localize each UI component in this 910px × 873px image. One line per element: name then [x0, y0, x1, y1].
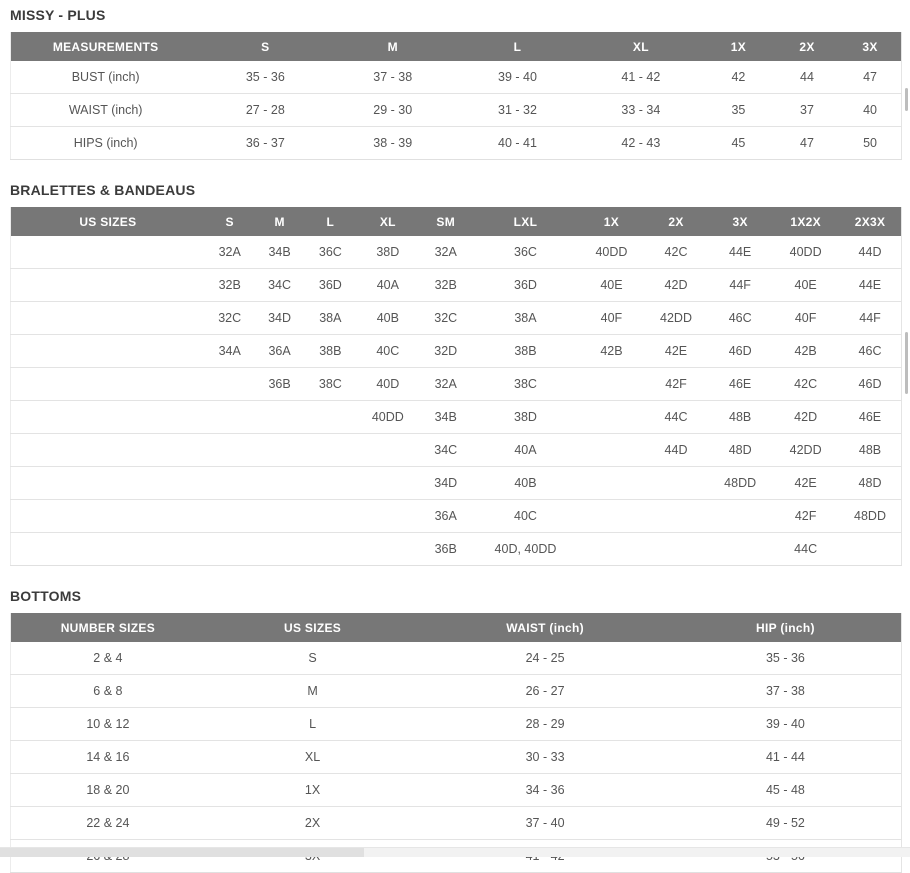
table-cell: BUST (inch)	[71, 70, 140, 84]
table-cell: 29 - 30	[330, 94, 455, 127]
vertical-scrollbar-thumb[interactable]	[905, 332, 908, 394]
table-cell: 46C	[708, 302, 772, 335]
column-header: NUMBER SIZES	[11, 613, 205, 642]
table-cell: 37 - 38	[373, 70, 413, 84]
table-cell: 42F	[644, 368, 708, 401]
table-cell: 40DD	[595, 245, 628, 259]
table-cell: 32C	[419, 302, 472, 335]
table-cell: 38C	[305, 368, 357, 401]
table-cell	[579, 401, 644, 434]
table-cell	[356, 500, 419, 533]
table-cell: 44D	[858, 245, 882, 259]
table-cell: 42C	[664, 245, 688, 259]
table-cell: 40F	[772, 302, 839, 335]
table-cell: S	[308, 651, 317, 665]
table-cell: 48D	[708, 434, 772, 467]
column-header: XL	[580, 32, 702, 61]
table-cell: 40DD	[789, 245, 822, 259]
table-cell: 39 - 40	[670, 708, 902, 741]
table-cell: 38A	[472, 302, 579, 335]
table-cell: 34B	[419, 401, 472, 434]
table-cell	[644, 533, 708, 566]
table-cell: 34C	[255, 269, 305, 302]
table-cell	[205, 401, 255, 434]
table-cell	[255, 500, 305, 533]
column-header: MEASUREMENTS	[11, 32, 201, 61]
table-cell: 40A	[356, 269, 419, 302]
table-cell: 44C	[644, 401, 708, 434]
table-cell: 34B	[268, 245, 291, 259]
table-cell	[205, 533, 255, 566]
table-cell	[11, 302, 205, 335]
table-cell: 42C	[772, 368, 839, 401]
table-cell: 48B	[708, 401, 772, 434]
table-cell: L	[205, 708, 421, 741]
table-cell: 46C	[839, 335, 901, 368]
table-cell	[579, 467, 644, 500]
table-cell	[11, 269, 205, 302]
table-row	[11, 708, 902, 741]
table-cell: 40	[839, 94, 901, 127]
table-cell: 47	[863, 70, 877, 84]
table-cell	[305, 533, 357, 566]
table-cell: 36C	[514, 245, 537, 259]
table-cell: 42B	[772, 335, 839, 368]
table-row	[11, 675, 902, 708]
table-cell: 42DD	[772, 434, 839, 467]
table-cell: 35 - 36	[245, 70, 285, 84]
table-cell: 50	[839, 127, 901, 160]
vertical-scrollbar-thumb[interactable]	[905, 88, 908, 111]
table-row	[11, 467, 902, 500]
table-cell: 40B	[472, 467, 579, 500]
table-cell: 22 & 24	[11, 807, 205, 840]
table-cell: 38D	[376, 245, 400, 259]
table-cell	[255, 434, 305, 467]
table-cell	[11, 533, 205, 566]
column-header: US SIZES	[205, 613, 421, 642]
size-table-bottoms	[10, 613, 902, 873]
table-row	[11, 807, 902, 840]
column-header: M	[255, 207, 305, 236]
size-table-missy-plus	[10, 32, 902, 160]
table-cell	[11, 236, 205, 269]
table-cell	[255, 533, 305, 566]
table-cell: 48DD	[839, 500, 901, 533]
table-cell	[205, 368, 255, 401]
table-cell: 24 - 25	[525, 651, 565, 665]
table-cell: 34C	[419, 434, 472, 467]
table-cell: WAIST (inch)	[11, 94, 201, 127]
table-row	[11, 127, 902, 160]
table-cell: 42D	[644, 269, 708, 302]
column-header: L	[455, 32, 580, 61]
table-row	[11, 302, 902, 335]
table-cell: 44F	[708, 269, 772, 302]
table-cell: 40D	[356, 368, 419, 401]
table-cell: 40E	[772, 269, 839, 302]
table-cell: 42F	[772, 500, 839, 533]
table-cell: 41 - 42	[621, 70, 661, 84]
table-row	[11, 642, 902, 675]
table-cell	[708, 500, 772, 533]
table-cell	[305, 434, 357, 467]
table-cell: 42E	[772, 467, 839, 500]
size-chart-section-bralettes-bandeaus	[10, 182, 902, 566]
table-cell: 40C	[472, 500, 579, 533]
column-header: 1X	[702, 32, 775, 61]
column-header: 2X	[775, 32, 839, 61]
table-row	[11, 434, 902, 467]
table-cell: 36A	[419, 500, 472, 533]
table-cell	[305, 500, 357, 533]
table-cell	[205, 500, 255, 533]
table-cell: 49 - 52	[670, 807, 902, 840]
table-cell: 37	[775, 94, 839, 127]
table-cell	[708, 533, 772, 566]
table-cell: 42D	[772, 401, 839, 434]
column-header: S	[205, 207, 255, 236]
table-cell: 2 & 4	[93, 651, 123, 665]
table-row	[11, 401, 902, 434]
table-cell: 38A	[305, 302, 357, 335]
section-title: BRALETTES & BANDEAUS	[10, 182, 196, 198]
table-cell: 47	[775, 127, 839, 160]
table-cell: 42E	[644, 335, 708, 368]
table-cell: 14 & 16	[11, 741, 205, 774]
table-cell: 42DD	[644, 302, 708, 335]
table-cell: 36D	[305, 269, 357, 302]
column-header: 3X	[839, 32, 901, 61]
table-row	[11, 94, 902, 127]
column-header: 2X3X	[839, 207, 901, 236]
table-row	[11, 269, 902, 302]
table-cell: 40B	[356, 302, 419, 335]
table-cell	[579, 533, 644, 566]
table-cell: 46E	[708, 368, 772, 401]
table-cell: 32A	[218, 245, 241, 259]
table-cell	[579, 368, 644, 401]
table-cell: 42 - 43	[580, 127, 702, 160]
table-cell: XL	[205, 741, 421, 774]
section-title: MISSY - PLUS	[10, 7, 106, 23]
table-cell	[255, 401, 305, 434]
header-row	[11, 613, 902, 642]
table-cell: 42B	[579, 335, 644, 368]
table-cell: 46D	[708, 335, 772, 368]
table-row	[11, 741, 902, 774]
table-cell: 34D	[255, 302, 305, 335]
column-header: 2X	[644, 207, 708, 236]
table-cell: 48D	[839, 467, 901, 500]
table-cell: 27 - 28	[200, 94, 330, 127]
table-cell: 40C	[356, 335, 419, 368]
table-cell: 30 - 33	[420, 741, 669, 774]
table-cell	[11, 401, 205, 434]
table-cell: 36 - 37	[200, 127, 330, 160]
column-header: US SIZES	[11, 207, 205, 236]
table-cell: 44	[800, 70, 814, 84]
table-row	[11, 774, 902, 807]
table-cell: 40D, 40DD	[472, 533, 579, 566]
table-cell: 28 - 29	[420, 708, 669, 741]
table-cell	[356, 434, 419, 467]
table-cell: 32D	[419, 335, 472, 368]
table-cell: M	[205, 675, 421, 708]
table-row	[11, 368, 902, 401]
table-cell: 31 - 32	[455, 94, 580, 127]
table-cell: 35	[702, 94, 775, 127]
table-cell: 37 - 40	[420, 807, 669, 840]
table-cell: 48B	[839, 434, 901, 467]
table-row	[11, 335, 902, 368]
table-cell	[255, 467, 305, 500]
table-cell: 36C	[318, 245, 342, 259]
horizontal-scrollbar[interactable]	[0, 847, 910, 857]
table-cell	[839, 533, 901, 566]
table-cell	[11, 368, 205, 401]
table-row	[11, 61, 902, 94]
table-cell: 38C	[472, 368, 579, 401]
table-cell: 32A	[419, 368, 472, 401]
table-cell: 34 - 36	[420, 774, 669, 807]
column-header: M	[330, 32, 455, 61]
table-cell	[356, 467, 419, 500]
table-cell: 40F	[579, 302, 644, 335]
table-cell	[11, 434, 205, 467]
table-cell: 36D	[472, 269, 579, 302]
table-cell	[11, 335, 205, 368]
horizontal-scrollbar-thumb[interactable]	[0, 848, 364, 857]
size-table-bralettes-bandeaus	[10, 207, 902, 566]
column-header: L	[305, 207, 357, 236]
table-cell: 2X	[205, 807, 421, 840]
table-cell: 37 - 38	[670, 675, 902, 708]
table-cell: 33 - 34	[580, 94, 702, 127]
table-cell: 40 - 41	[455, 127, 580, 160]
table-cell	[11, 467, 205, 500]
column-header: WAIST (inch)	[420, 613, 669, 642]
table-cell: 10 & 12	[11, 708, 205, 741]
table-row	[11, 236, 902, 269]
table-cell: 45 - 48	[670, 774, 902, 807]
table-cell: 1X	[205, 774, 421, 807]
table-cell	[205, 434, 255, 467]
table-row	[11, 533, 902, 566]
table-cell: 38 - 39	[330, 127, 455, 160]
table-cell: 34A	[205, 335, 255, 368]
table-cell: 44C	[772, 533, 839, 566]
table-cell: 45	[702, 127, 775, 160]
column-header: SM	[419, 207, 472, 236]
table-row	[11, 500, 902, 533]
table-cell: 44E	[729, 245, 752, 259]
table-cell: 41 - 44	[670, 741, 902, 774]
table-cell: 48DD	[708, 467, 772, 500]
table-cell: 38B	[305, 335, 357, 368]
table-cell: 36B	[255, 368, 305, 401]
table-cell	[11, 500, 205, 533]
table-cell: 36A	[255, 335, 305, 368]
table-cell: 40DD	[356, 401, 419, 434]
table-cell	[205, 467, 255, 500]
table-cell	[356, 533, 419, 566]
table-cell	[579, 500, 644, 533]
table-cell	[644, 500, 708, 533]
size-chart-sections	[10, 7, 902, 873]
table-cell: 40E	[579, 269, 644, 302]
table-cell: 44F	[839, 302, 901, 335]
column-header: 3X	[708, 207, 772, 236]
column-header: XL	[356, 207, 419, 236]
header-row	[11, 207, 902, 236]
table-cell: 36B	[419, 533, 472, 566]
size-chart-section-missy-plus	[10, 7, 902, 160]
table-cell: 38B	[472, 335, 579, 368]
table-cell	[305, 467, 357, 500]
table-cell: 46E	[839, 401, 901, 434]
size-chart-section-bottoms	[10, 588, 902, 873]
table-cell	[305, 401, 357, 434]
table-cell: 6 & 8	[11, 675, 205, 708]
table-cell: 39 - 40	[498, 70, 537, 84]
column-header: LXL	[472, 207, 579, 236]
table-cell: 32C	[205, 302, 255, 335]
table-cell: HIPS (inch)	[11, 127, 201, 160]
table-cell: 35 - 36	[765, 651, 805, 665]
table-cell: 34D	[419, 467, 472, 500]
table-cell: 44E	[839, 269, 901, 302]
table-cell: 46D	[839, 368, 901, 401]
column-header: S	[200, 32, 330, 61]
section-title: BOTTOMS	[10, 588, 82, 604]
header-row	[11, 32, 902, 61]
table-cell: 42	[731, 70, 746, 84]
table-cell: 40A	[472, 434, 579, 467]
table-cell: 44D	[644, 434, 708, 467]
column-header: 1X2X	[772, 207, 839, 236]
table-cell	[644, 467, 708, 500]
table-cell: 32B	[419, 269, 472, 302]
column-header: HIP (inch)	[670, 613, 902, 642]
table-cell: 32A	[434, 245, 457, 259]
column-header: 1X	[579, 207, 644, 236]
table-cell: 26 - 27	[420, 675, 669, 708]
table-cell: 18 & 20	[11, 774, 205, 807]
table-cell	[579, 434, 644, 467]
table-cell: 32B	[205, 269, 255, 302]
table-cell: 38D	[472, 401, 579, 434]
